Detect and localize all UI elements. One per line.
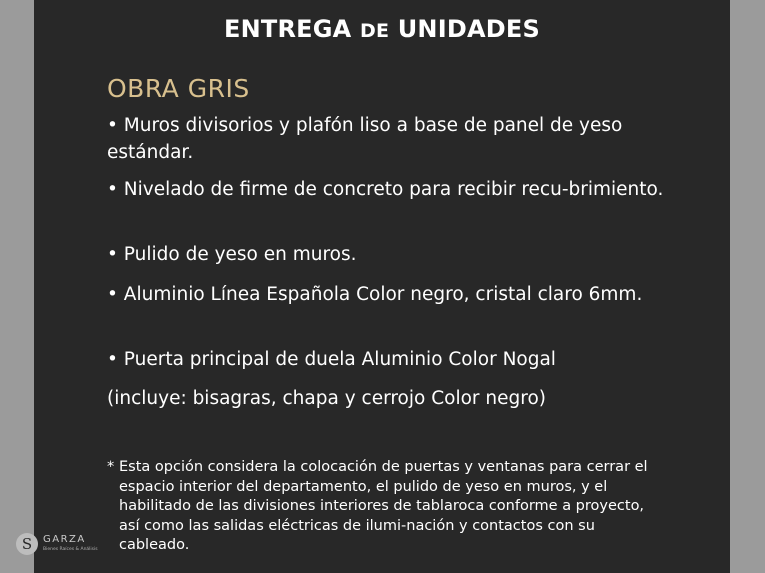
list-item-aluminio: • Aluminio Línea Española Color negro, cristal claro 6mm. [107, 284, 643, 305]
section-heading: OBRA GRIS [107, 74, 250, 103]
list-item-nivelado: • Nivelado de firme de concreto para recibir recu-brimiento. [107, 179, 664, 200]
list-item-puerta: • Puerta principal de duela Aluminio Color Nogal [107, 349, 556, 370]
list-item-muros: • Muros divisorios y plafón liso a base de panel de yeso estándar. [107, 115, 623, 163]
logo-monogram: S [16, 533, 38, 555]
list-item-puerta-detail: (incluye: bisagras, chapa y cerrojo Color negro) [107, 388, 546, 409]
title-word-unidades: UNIDADES [397, 15, 540, 43]
slide-panel [34, 0, 730, 573]
footnote [107, 458, 667, 556]
logo-name: GARZA [43, 534, 86, 545]
list-item-pulido: • Pulido de yeso en muros. [107, 244, 357, 265]
footnote-text: Esta opción considera la colocación de puertas y ventanas para cerrar el espacio interior del departamento, el pulido de yeso en muros, y el habilitado de las divisiones interiores de tablaroca conforme a proyecto, así como las salidas eléctricas de ilumi-nación y contactos con su cableado. [119, 459, 648, 553]
logo-tagline: Bienes Raíces & Análisis [43, 547, 98, 552]
company-logo [16, 532, 106, 560]
title-word-entrega: ENTREGA [224, 15, 352, 43]
page-title [34, 15, 730, 43]
title-word-de: DE [360, 20, 390, 42]
footnote-marker: * [107, 459, 115, 475]
